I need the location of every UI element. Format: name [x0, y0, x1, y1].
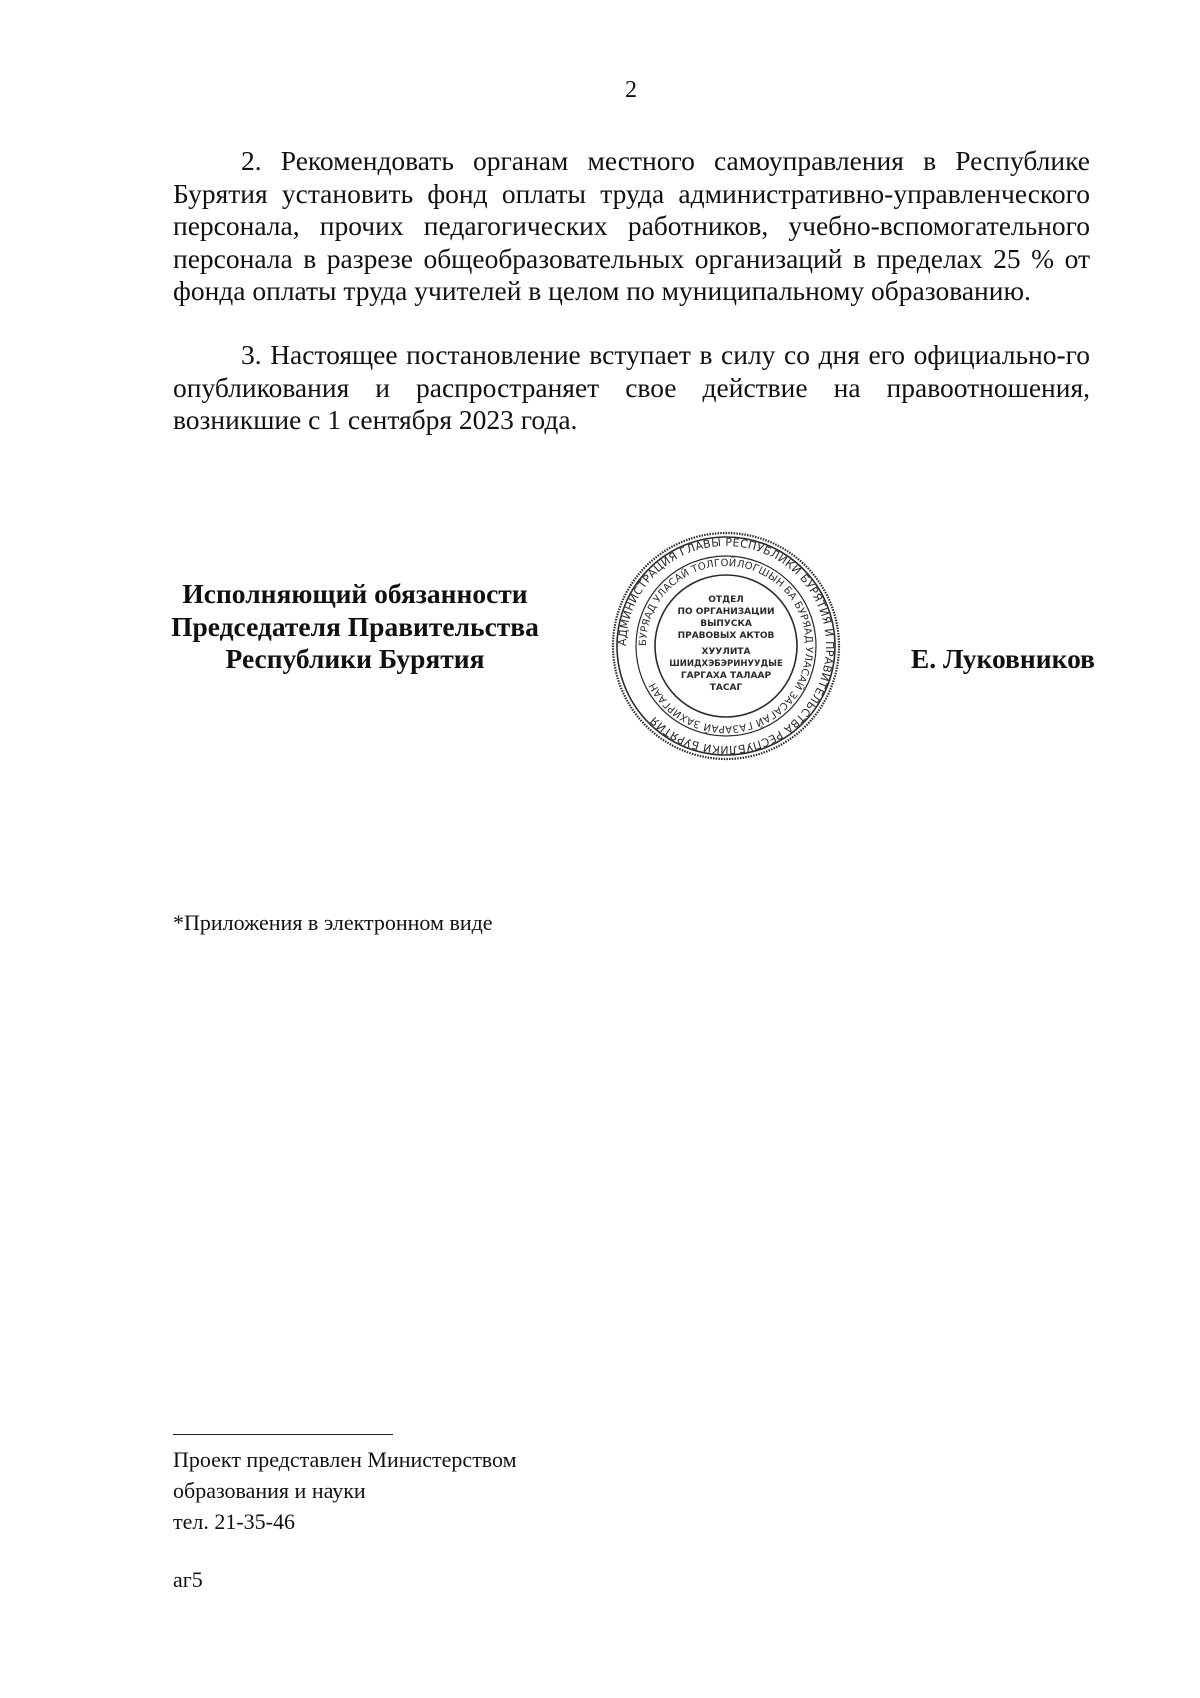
paragraph-2: 2. Рекомендовать органам местного самоуправления в Республике Бурятия установить фонд оплаты труда административно-управленческого персонала, прочих педагогических работников, учебно-вспомогательного персонала в разрезе общеобразовательных организаций в пределах 25 % от фонда оплаты труда учителей в целом по муниципальному образованию.	[173, 145, 1090, 307]
stamp-center-line: ОТДЕЛ	[708, 595, 744, 605]
stamp-inner-text: БУРЯАД УЛАСАЙ ТОЛГОЙЛОГШЫН БА БУРЯАД УЛАСАЙ ЗАСАГАЙ ГАЗАРАЙ ЗАХИРГААН	[637, 557, 815, 735]
signatory-name: Е. Луковников	[910, 643, 1095, 674]
footnote-line: тел. 21-35-46	[173, 1509, 296, 1534]
footnote	[173, 1444, 517, 1537]
page-number: 2	[625, 77, 637, 103]
signatory-title-line: Республики Бурятия	[225, 643, 485, 675]
stamp-center-line: ПРАВОВЫХ АКТОВ	[677, 631, 775, 641]
paragraph-3: 3. Настоящее постановление вступает в силу со дня его официально-го опубликования и распространяет свое действие на правоотношения, возникшие с 1 сентября 2023 года.	[173, 339, 1090, 436]
attachment-note: *Приложения в электронном виде	[173, 910, 493, 935]
stamp-center-line: ВЫПУСКА	[700, 619, 752, 629]
stamp-center-line: ХУУЛИТА	[701, 647, 751, 657]
signatory-title-line: Председателя Правительства	[171, 610, 539, 642]
footnote-line: образования и науки	[173, 1478, 366, 1503]
stamp-center-line: ШИИДХЭБЭРИНУУДЫЕ	[669, 659, 783, 669]
stamp-outer-text: АДМИНИСТРАЦИЯ ГЛАВЫ РЕСПУБЛИКИ БУРЯТИЯ И ПРАВИТЕЛЬСТВА РЕСПУБЛИКИ БУРЯТИЯ	[615, 535, 837, 757]
signatory-title-line: Исполняющий обязанности	[182, 578, 528, 609]
svg-text:БУРЯАД УЛАСАЙ ТОЛГОЙЛОГШЫН БА	[638, 556, 814, 735]
signatory-title	[140, 578, 570, 676]
stamp-center-line: ТАСАГ	[709, 683, 743, 693]
official-stamp	[610, 530, 842, 762]
stamp-center-line: ГАРГАХА ТАЛААР	[680, 671, 772, 681]
footnote-divider	[173, 1434, 393, 1435]
footnote-line: Проект представлен Министерством	[173, 1447, 517, 1472]
registry-code: аг5	[173, 1567, 203, 1592]
stamp-center-line: ПО ОРГАНИЗАЦИИ	[677, 607, 775, 617]
